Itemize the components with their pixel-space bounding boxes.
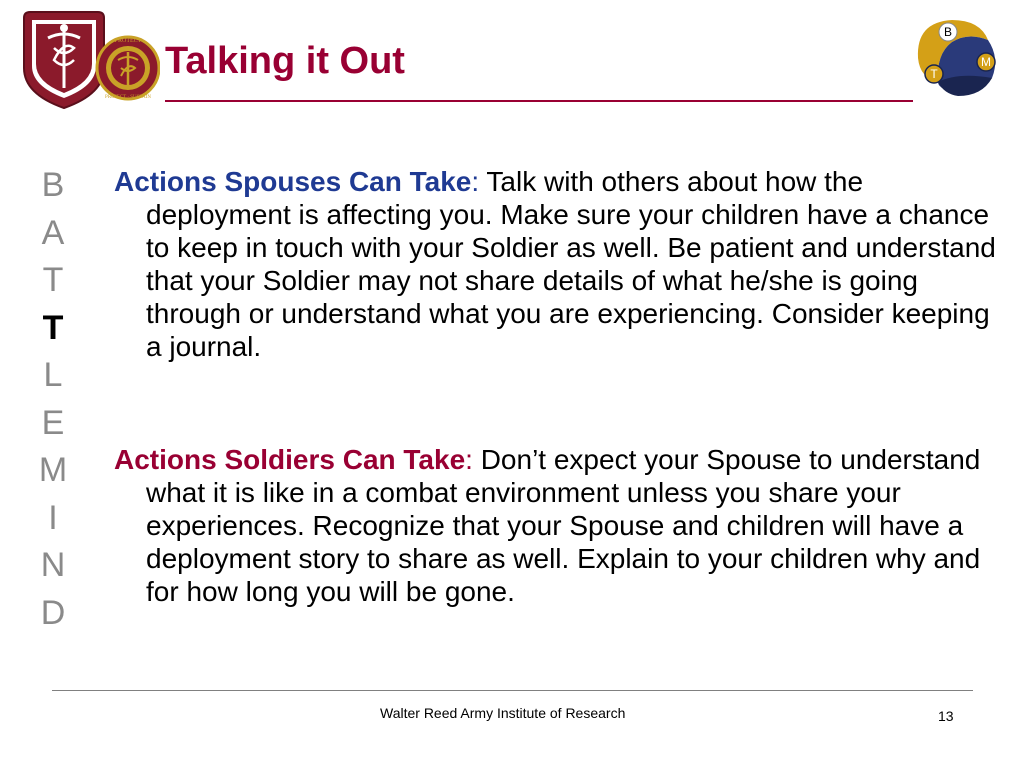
footer-divider [52, 690, 973, 691]
crest-ring-text-bottom: PROJECT · SUSTAIN [105, 95, 151, 100]
soldiers-actions-body: Don’t expect your Spouse to understand what it is like in a combat environment unless you share your experiences. Recognize that your Spouse and children will have a deployment story to share as well. Explain to your children why and for how long you will be gone. [146, 444, 981, 607]
acronym-letter: D [40, 593, 66, 632]
spouses-actions-paragraph [114, 165, 996, 363]
slide-title: Talking it Out [165, 40, 405, 82]
acronym-letter-active: T [42, 308, 64, 347]
spouses-heading-colon: : [471, 166, 480, 197]
acronym-letter: L [43, 356, 63, 394]
acronym-letter: N [40, 546, 66, 584]
footer-institution: Walter Reed Army Institute of Research [380, 705, 626, 721]
acronym-letter: A [41, 213, 65, 252]
crest-ring-text-top: PROTECT [114, 38, 142, 44]
acronym-letter: I [48, 498, 58, 537]
acronym-letter: E [41, 403, 65, 442]
spouses-actions-body: Talk with others about how the deployment is affecting you. Make sure your children have a chance to keep in touch with your Soldier as well. Be patient and understand that your Soldier may not share details of what he/she is going through or understand what you are experiencing. Consider keeping a journal. [146, 166, 996, 362]
soldiers-actions-paragraph [114, 443, 996, 608]
acronym-letter: M [38, 451, 68, 489]
battlemind-vertical-acronym [30, 162, 76, 637]
spouses-actions-heading: Actions Spouses Can Take [114, 166, 472, 197]
soldiers-heading-colon: : [465, 444, 473, 475]
acronym-letter: B [41, 166, 65, 204]
soldiers-actions-heading: Actions Soldiers Can Take [114, 444, 466, 475]
badge-letter-m: M [981, 55, 991, 69]
army-medical-crest-logo [20, 8, 160, 112]
badge-letter-b: B [943, 25, 953, 39]
slide-page-number: 13 [938, 708, 954, 724]
acronym-letter: T [42, 261, 64, 299]
battlemind-btm-badge-logo [908, 12, 1006, 100]
badge-letter-t: T [930, 67, 938, 81]
title-underline [165, 100, 913, 102]
